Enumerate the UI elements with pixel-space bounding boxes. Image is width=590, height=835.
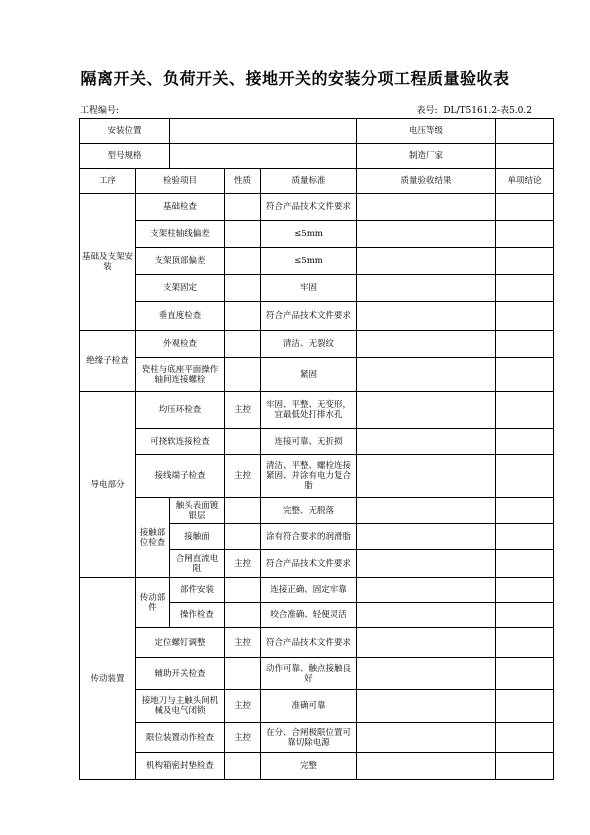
table-row (80, 302, 554, 331)
conclusion-cell[interactable] (496, 429, 554, 455)
nature-cell: 主控 (225, 392, 261, 429)
result-cell[interactable] (357, 753, 496, 780)
acceptance-table (79, 118, 554, 780)
conclusion-cell[interactable] (496, 358, 554, 392)
group-drive: 传动装置 (80, 578, 136, 780)
form-no-value: DL/T5161.2-表5.0.2 (443, 106, 532, 116)
standard-cell: 紧固 (261, 358, 357, 392)
nature-cell (225, 194, 261, 221)
standard-cell: 符合产品技术文件要求 (261, 194, 357, 221)
conclusion-cell[interactable] (496, 455, 554, 498)
group-contact: 接触部位检查 (136, 498, 170, 578)
table-row (80, 455, 554, 498)
header-nature: 性质 (225, 169, 261, 194)
result-cell[interactable] (357, 550, 496, 578)
header-standard: 质量标准 (261, 169, 357, 194)
standard-cell: ≤5mm (261, 221, 357, 248)
conclusion-cell[interactable] (496, 392, 554, 429)
conclusion-cell[interactable] (496, 550, 554, 578)
table-row (80, 498, 554, 524)
check-item: 瓷柱与底座平面操作轴间连接螺栓 (136, 358, 225, 392)
standard-cell: ≤5mm (261, 248, 357, 275)
result-cell[interactable] (357, 194, 496, 221)
result-cell[interactable] (357, 578, 496, 603)
conclusion-cell[interactable] (496, 498, 554, 524)
manufacturer-label: 制造厂家 (357, 144, 496, 169)
header-process: 工序 (80, 169, 136, 194)
check-item: 均压环检查 (136, 392, 225, 429)
location-value[interactable] (170, 119, 357, 144)
nature-cell (225, 524, 261, 550)
check-item: 外观检查 (136, 331, 225, 358)
conclusion-cell[interactable] (496, 723, 554, 753)
check-item: 辅助开关检查 (136, 658, 225, 690)
group-transmission: 传动部件 (136, 578, 170, 628)
conclusion-cell[interactable] (496, 302, 554, 331)
result-cell[interactable] (357, 429, 496, 455)
conclusion-cell[interactable] (496, 331, 554, 358)
standard-cell: 清洁、平整、螺栓连接紧固、并涂有电力复合脂 (261, 455, 357, 498)
conclusion-cell[interactable] (496, 690, 554, 723)
result-cell[interactable] (357, 603, 496, 628)
nature-cell (225, 302, 261, 331)
result-cell[interactable] (357, 455, 496, 498)
nature-cell (225, 221, 261, 248)
result-cell[interactable] (357, 658, 496, 690)
conclusion-cell[interactable] (496, 658, 554, 690)
standard-cell: 涂有符合要求的润滑脂 (261, 524, 357, 550)
standard-cell: 连接正确、固定牢靠 (261, 578, 357, 603)
table-row (80, 658, 554, 690)
header-conclusion: 单项结论 (496, 169, 554, 194)
table-row (80, 753, 554, 780)
standard-cell: 牢固 (261, 275, 357, 302)
check-item: 支架柱轴线偏差 (136, 221, 225, 248)
voltage-label: 电压等级 (357, 119, 496, 144)
nature-cell (225, 498, 261, 524)
check-item: 部件安装 (170, 578, 225, 603)
check-item: 限位装置动作检查 (136, 723, 225, 753)
table-row (80, 690, 554, 723)
standard-cell: 咬合准确、轻便灵活 (261, 603, 357, 628)
nature-cell: 主控 (225, 550, 261, 578)
check-item: 定位螺钉调整 (136, 628, 225, 658)
result-cell[interactable] (357, 690, 496, 723)
table-row (80, 331, 554, 358)
standard-cell: 完整 (261, 753, 357, 780)
nature-cell (225, 429, 261, 455)
group-conductive: 导电部分 (80, 392, 136, 578)
conclusion-cell[interactable] (496, 753, 554, 780)
check-item: 机构箱密封垫检查 (136, 753, 225, 780)
table-row (80, 429, 554, 455)
check-item: 基础检查 (136, 194, 225, 221)
model-label: 型号规格 (80, 144, 170, 169)
conclusion-cell[interactable] (496, 221, 554, 248)
result-cell[interactable] (357, 392, 496, 429)
standard-cell: 符合产品技术文件要求 (261, 628, 357, 658)
result-cell[interactable] (357, 524, 496, 550)
nature-cell: 主控 (225, 690, 261, 723)
nature-cell (225, 331, 261, 358)
table-row (80, 392, 554, 429)
conclusion-cell[interactable] (496, 628, 554, 658)
check-item: 垂直度检查 (136, 302, 225, 331)
result-cell[interactable] (357, 302, 496, 331)
location-label: 安装位置 (80, 119, 170, 144)
form-title: 隔离开关、负荷开关、接地开关的安装分项工程质量验收表 (80, 69, 510, 88)
standard-cell: 符合产品技术文件要求 (261, 302, 357, 331)
standard-cell: 动作可靠、触点接触良好 (261, 658, 357, 690)
model-value[interactable] (170, 144, 357, 169)
nature-cell (225, 248, 261, 275)
nature-cell (225, 603, 261, 628)
result-cell[interactable] (357, 221, 496, 248)
standard-cell: 完整、无脱落 (261, 498, 357, 524)
check-item: 接线端子检查 (136, 455, 225, 498)
table-row (80, 723, 554, 753)
check-item: 操作检查 (170, 603, 225, 628)
standard-cell: 符合产品技术文件要求 (261, 550, 357, 578)
table-row (80, 578, 554, 603)
nature-cell: 主控 (225, 455, 261, 498)
project-no-label: 工程编号: (80, 106, 120, 116)
nature-cell: 主控 (225, 723, 261, 753)
table-row (80, 194, 554, 221)
form-no (417, 103, 532, 116)
standard-cell: 牢固、平整、无变形，宜最低处打排水孔 (261, 392, 357, 429)
form-no-label: 表号: (416, 106, 438, 116)
conclusion-cell[interactable] (496, 603, 554, 628)
table-row (80, 628, 554, 658)
conclusion-cell[interactable] (496, 194, 554, 221)
header-result: 质量验收结果 (357, 169, 496, 194)
table-row (80, 221, 554, 248)
check-item: 触头表面镀银层 (170, 498, 225, 524)
nature-cell (225, 578, 261, 603)
table-row (80, 275, 554, 302)
group-foundation: 基础及支架安装 (80, 194, 136, 331)
check-item: 支架顶部偏差 (136, 248, 225, 275)
conclusion-cell[interactable] (496, 524, 554, 550)
result-cell[interactable] (357, 275, 496, 302)
voltage-value[interactable] (496, 119, 554, 144)
standard-cell: 在分、合闸极限位置可靠切除电源 (261, 723, 357, 753)
check-item: 接地刀与主触头间机械及电气闭锁 (136, 690, 225, 723)
manufacturer-value[interactable] (496, 144, 554, 169)
header-item: 检验项目 (136, 169, 225, 194)
result-cell[interactable] (357, 498, 496, 524)
nature-cell: 主控 (225, 628, 261, 658)
result-cell[interactable] (357, 723, 496, 753)
check-item: 支架固定 (136, 275, 225, 302)
conclusion-cell[interactable] (496, 275, 554, 302)
table-row (80, 358, 554, 392)
check-item: 合闸直流电阻 (170, 550, 225, 578)
standard-cell: 连接可靠、无折损 (261, 429, 357, 455)
nature-cell (225, 753, 261, 780)
result-cell[interactable] (357, 248, 496, 275)
result-cell[interactable] (357, 358, 496, 392)
conclusion-cell[interactable] (496, 578, 554, 603)
nature-cell (225, 658, 261, 690)
standard-cell: 清洁、无裂纹 (261, 331, 357, 358)
result-cell[interactable] (357, 331, 496, 358)
group-insulator: 绝缘子检查 (80, 331, 136, 392)
check-item: 接触面 (170, 524, 225, 550)
nature-cell (225, 358, 261, 392)
nature-cell (225, 275, 261, 302)
table-row (80, 248, 554, 275)
conclusion-cell[interactable] (496, 248, 554, 275)
result-cell[interactable] (357, 628, 496, 658)
check-item: 可挠软连接检查 (136, 429, 225, 455)
standard-cell: 准确可靠 (261, 690, 357, 723)
